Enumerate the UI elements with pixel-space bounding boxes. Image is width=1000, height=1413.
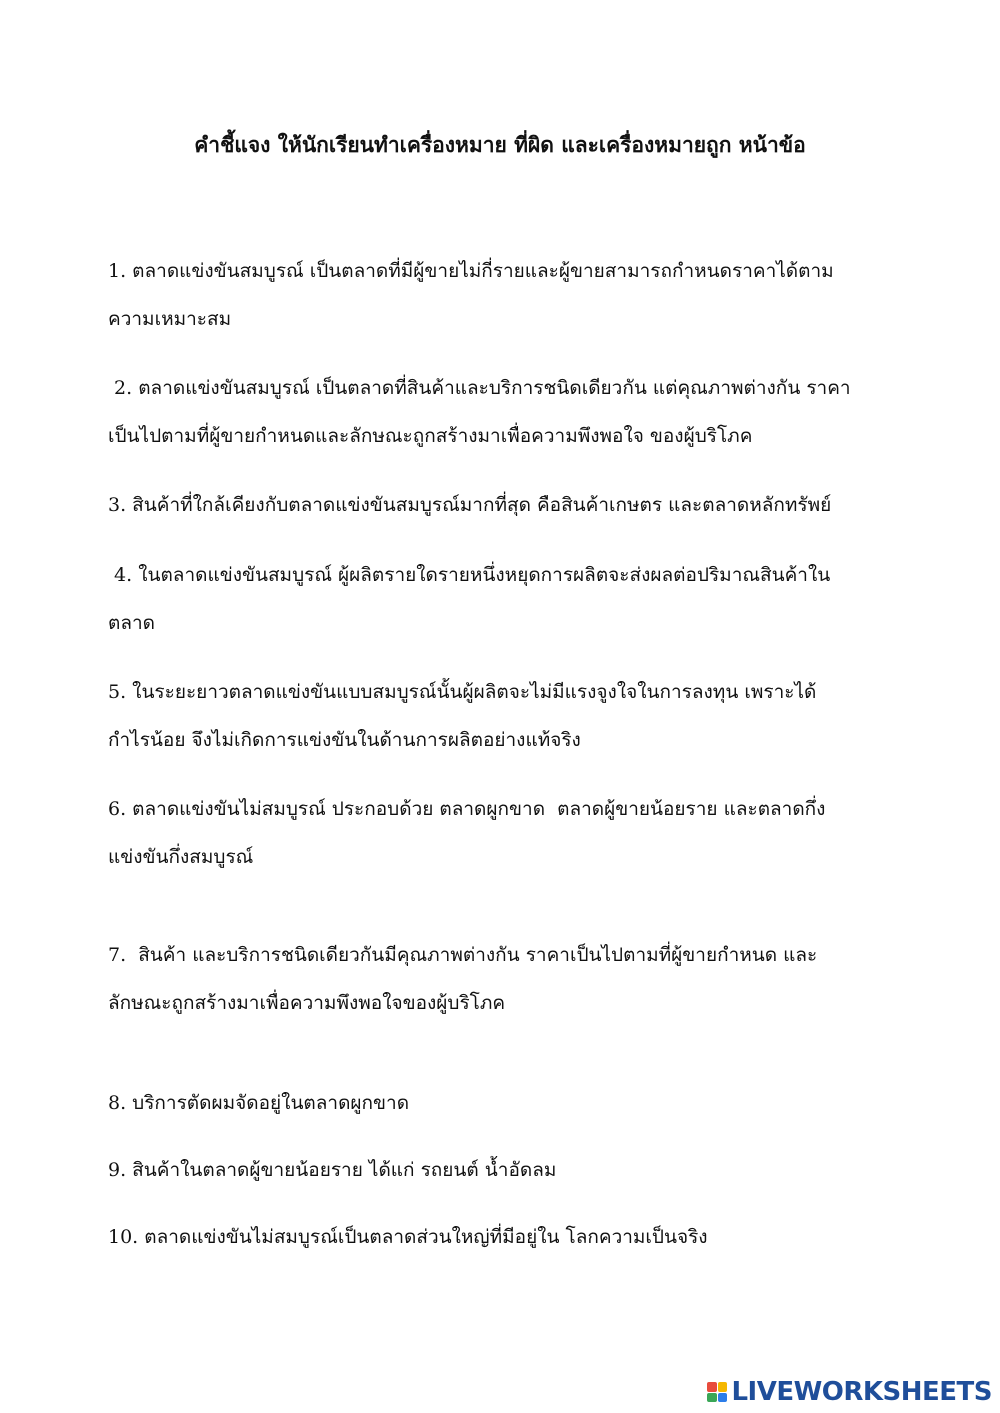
question-item-2 <box>108 364 928 460</box>
question-6-line-1: 6. ตลาดแข่งขันไม่สมบูรณ์ ประกอบด้วย ตลาดผูกขาด ตลาดผู้ขายน้อยราย และตลาดกึ่ง <box>108 798 826 820</box>
logo-mark-cell <box>718 1393 728 1403</box>
question-4-line-2: ตลาด <box>108 612 155 634</box>
question-item-6 <box>108 785 928 881</box>
logo-mark-cell <box>718 1382 728 1392</box>
question-item-8 <box>108 1079 928 1127</box>
logo-mark-cell <box>707 1382 717 1392</box>
question-8-line-1: 8. บริการตัดผมจัดอยู่ในตลาดผูกขาด <box>108 1092 410 1114</box>
question-3-line-1: 3. สินค้าที่ใกล้เคียงกับตลาดแข่งขันสมบูรณ์มากที่สุด คือสินค้าเกษตร และตลาดหลักทรัพย์ <box>108 494 832 516</box>
question-item-1 <box>108 247 928 343</box>
question-5-line-2: กำไรน้อย จึงไม่เกิดการแข่งขันในด้านการผลิตอย่างแท้จริง <box>108 729 581 751</box>
question-item-4 <box>108 551 928 647</box>
liveworksheets-logo <box>707 1377 992 1407</box>
question-2-line-2: เป็นไปตามที่ผู้ขายกำหนดและลักษณะถูกสร้างมาเพื่อความพึงพอใจ ของผู้บริโภค <box>108 425 753 447</box>
question-10-line-1: 10. ตลาดแข่งขันไม่สมบูรณ์เป็นตลาดส่วนใหญ่ที่มีอยู่ใน โลกความเป็นจริง <box>108 1226 708 1248</box>
logo-mark-cell <box>707 1393 717 1403</box>
liveworksheets-mark-icon <box>707 1382 727 1402</box>
question-item-9 <box>108 1146 928 1194</box>
question-item-5 <box>108 668 928 764</box>
question-1-line-1: 1. ตลาดแข่งขันสมบูรณ์ เป็นตลาดที่มีผู้ขายไม่กี่รายและผู้ขายสามารถกำหนดราคาได้ตาม <box>108 260 834 282</box>
question-9-line-1: 9. สินค้าในตลาดผู้ขายน้อยราย ได้แก่ รถยนต์ น้ำอัดลม <box>108 1159 557 1181</box>
question-6-line-2: แข่งขันกึ่งสมบูรณ์ <box>108 846 254 868</box>
question-5-line-1: 5. ในระยะยาวตลาดแข่งขันแบบสมบูรณ์นั้นผู้ผลิตจะไม่มีแรงจูงใจในการลงทุน เพราะได้ <box>108 681 817 703</box>
liveworksheets-logo-text: LIVEWORKSHEETS <box>731 1377 992 1407</box>
question-7-line-2: ลักษณะถูกสร้างมาเพื่อความพึงพอใจของผู้บริโภค <box>108 992 506 1014</box>
question-4-line-1: 4. ในตลาดแข่งขันสมบูรณ์ ผู้ผลิตรายใดรายหนึ่งหยุดการผลิตจะส่งผลต่อปริมาณสินค้าใน <box>108 564 831 586</box>
question-1-line-2: ความเหมาะสม <box>108 308 232 330</box>
question-item-7 <box>108 931 928 1027</box>
instructions-title: คำชี้แจง ให้นักเรียนทำเครื่องหมาย ที่ผิด และเครื่องหมายถูก หน้าข้อ <box>194 132 806 157</box>
question-item-3 <box>108 481 928 529</box>
question-2-line-1: 2. ตลาดแข่งขันสมบูรณ์ เป็นตลาดที่สินค้าและบริการชนิดเดียวกัน แต่คุณภาพต่างกัน ราคา <box>108 377 851 399</box>
question-item-10 <box>108 1213 928 1261</box>
question-7-line-1: 7. สินค้า และบริการชนิดเดียวกันมีคุณภาพต่างกัน ราคาเป็นไปตามที่ผู้ขายกำหนด และ <box>108 944 818 966</box>
